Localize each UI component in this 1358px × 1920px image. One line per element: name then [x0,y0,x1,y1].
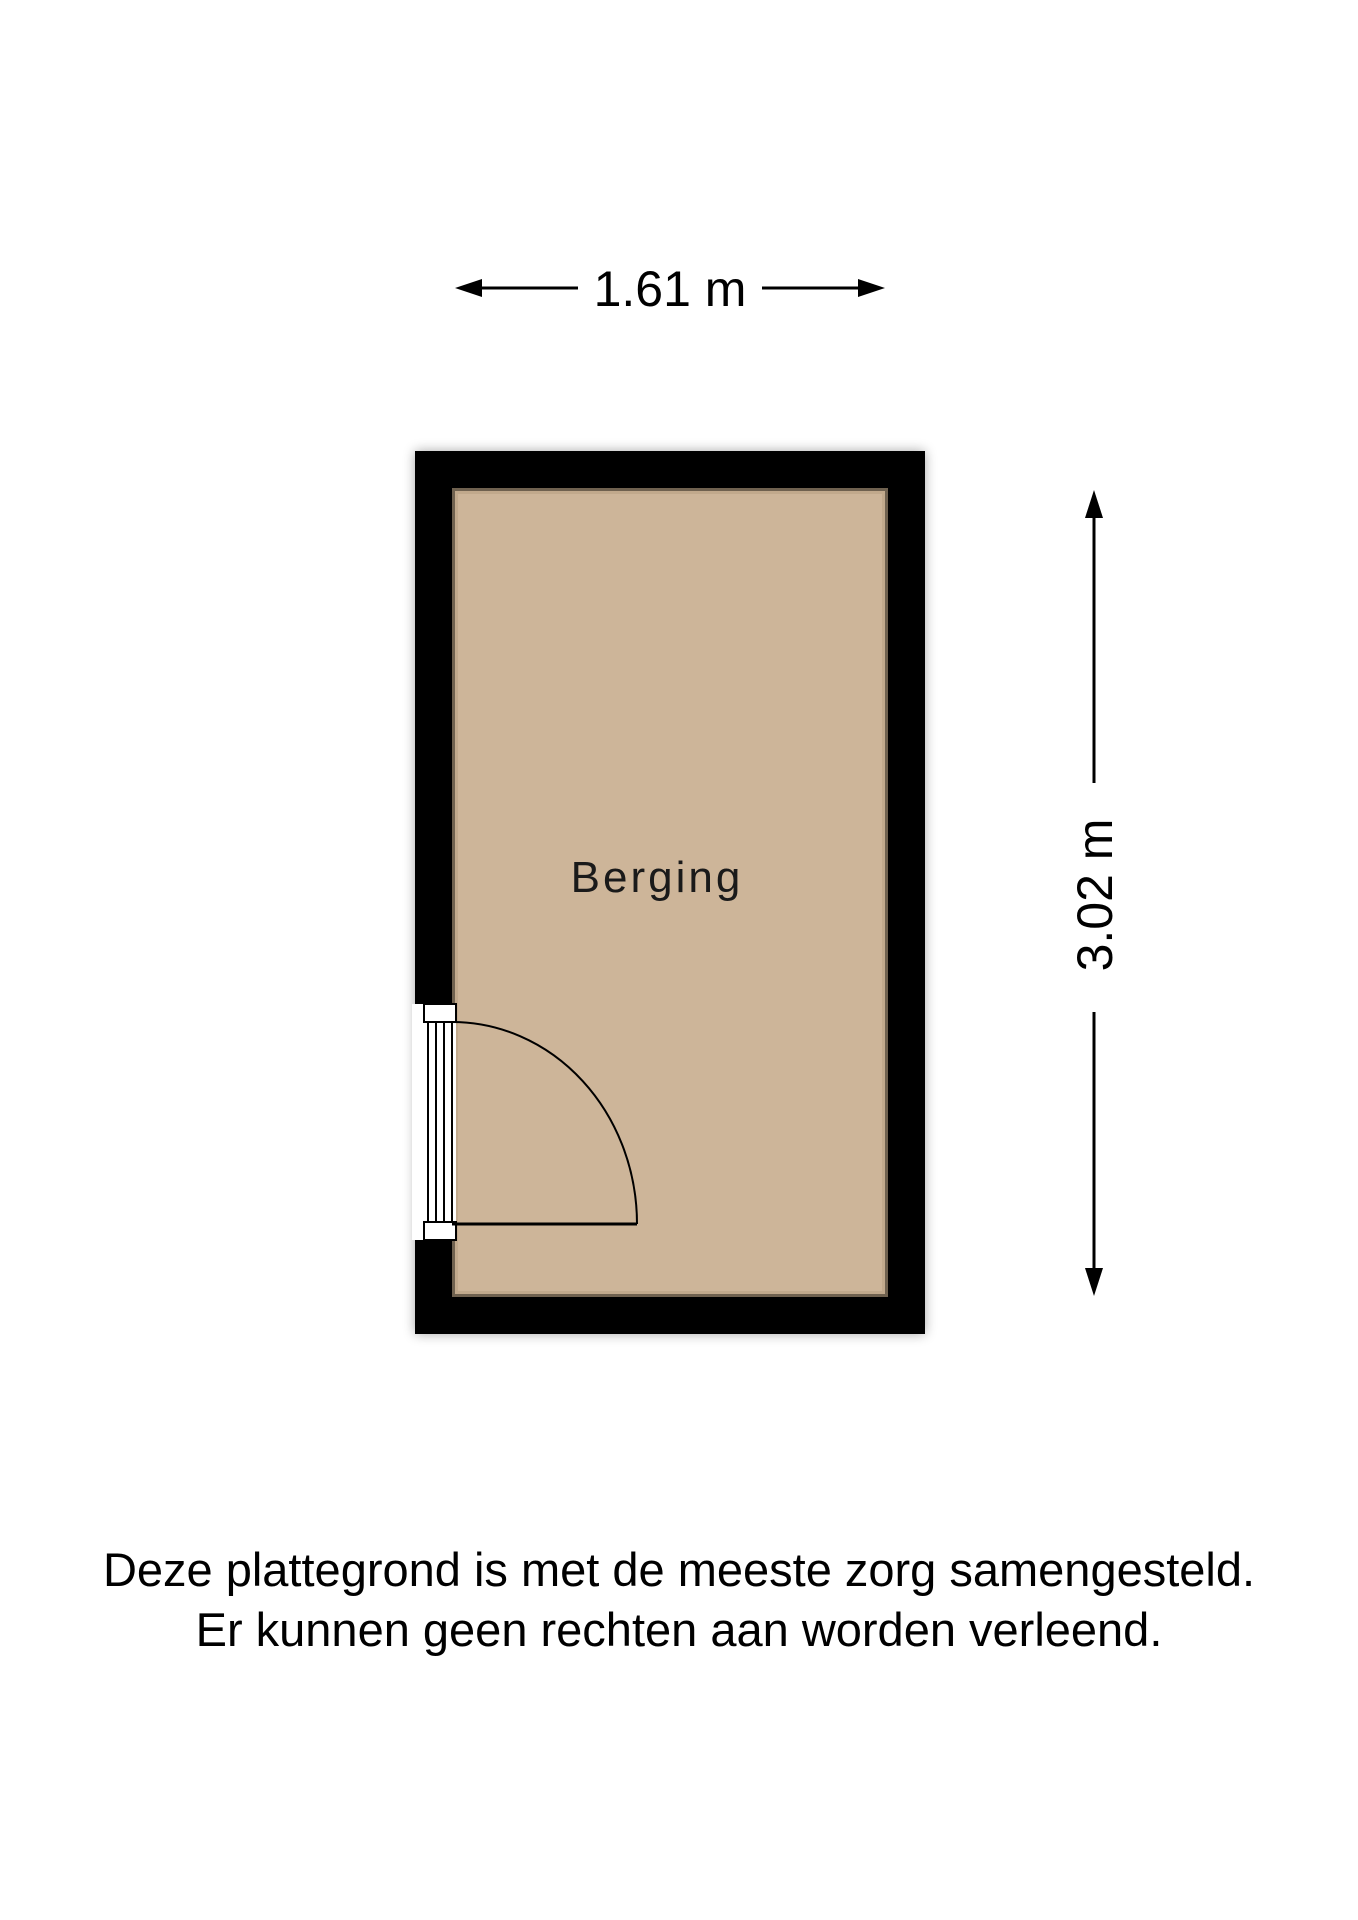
door-jamb-top [424,1004,456,1022]
door-opening [412,1004,456,1240]
door-jamb-bottom [424,1222,456,1240]
width-dimension [455,261,885,317]
height-arrow-top-icon [1085,490,1103,518]
room-label: Berging [570,853,744,902]
disclaimer-line-1: Deze plattegrond is met de meeste zorg samengesteld. [102,1543,1256,1596]
width-label: 1.61 m [593,261,747,317]
width-arrow-right-icon [858,279,885,297]
width-arrow-left-icon [455,279,482,297]
height-label: 3.02 m [1067,818,1123,972]
height-dimension [1067,490,1123,1296]
disclaimer-line-2: Er kunnen geen rechten aan worden verleend. [195,1603,1163,1656]
height-arrow-bottom-icon [1085,1268,1103,1296]
